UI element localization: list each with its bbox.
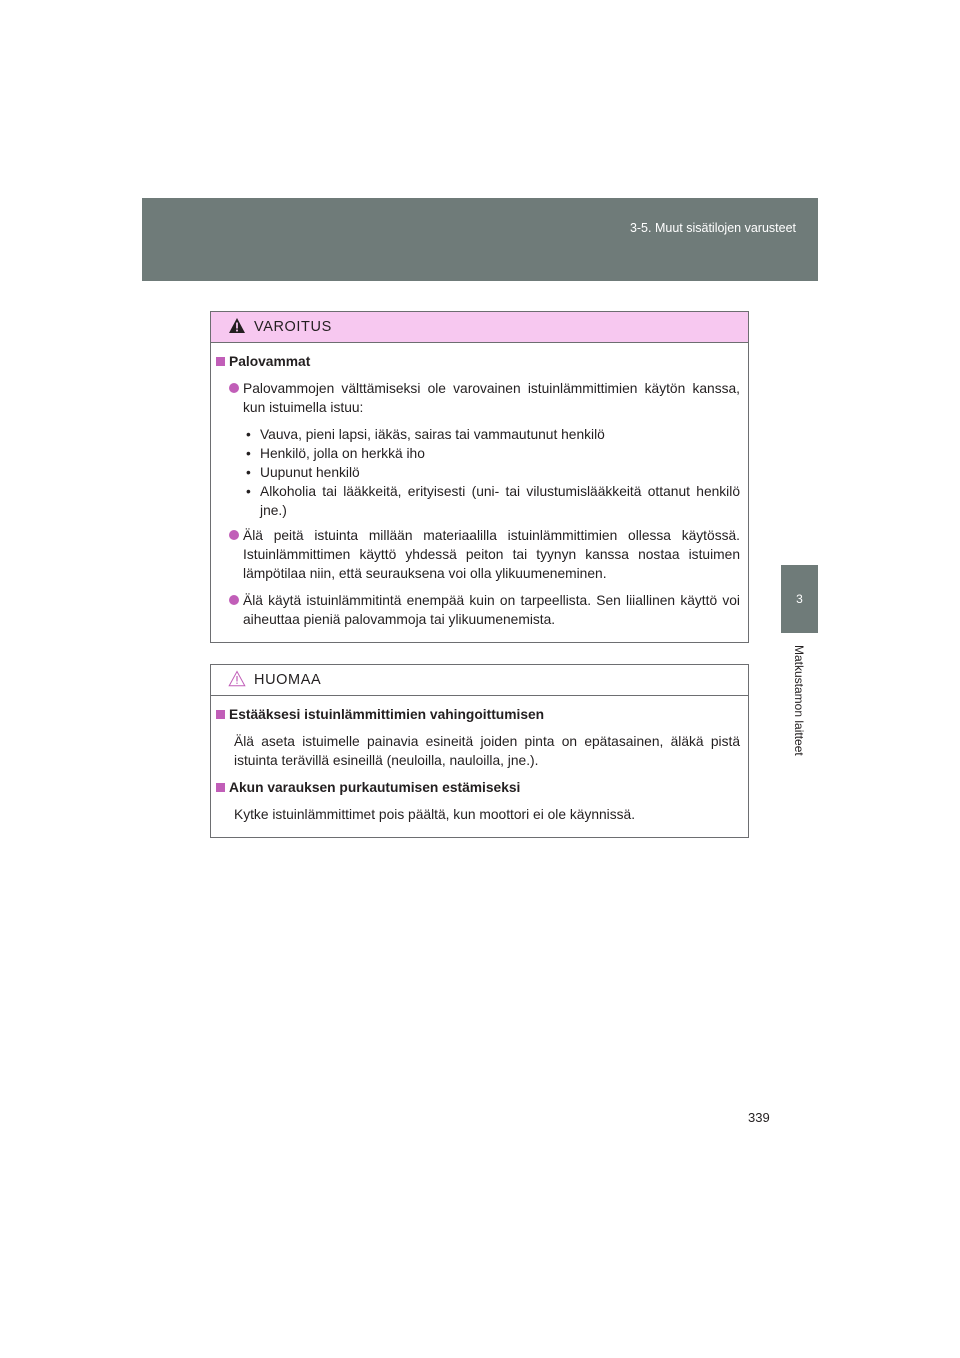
chapter-tab bbox=[781, 565, 818, 633]
notice-paragraph-2: Kytke istuinlämmittimet pois päältä, kun moottori ei ole käynnissä. bbox=[234, 807, 636, 822]
notice-paragraph-1: Älä aseta istuimelle painavia esineitä joiden pinta on epätasainen, äläkä pistä istuinta terävillä esineillä (neuloilla, nauloilla, jne.). bbox=[234, 734, 740, 768]
notice-section-heading-2: Akun varauksen purkautumisen estämiseksi bbox=[216, 778, 740, 797]
warning-paragraph-3: Älä käytä istuinlämmitintä enempää kuin on tarpeellista. Sen liiallinen käyttö voi aiheuttaa pieniä palovammoja tai ylikuumenemista. bbox=[229, 591, 740, 629]
warning-triangle-icon bbox=[228, 317, 246, 334]
circle-bullet-icon bbox=[229, 530, 239, 540]
warning-paragraph-2: Älä peitä istuinta millään materiaalilla istuinlämmittimien ollessa käytössä. Istuinlämmittimen käyttö yhdessä peiton tai tyynyn kanssa nostaa istuimen lämpötilaa niin, että seurauksena voi olla ylikuumeneminen. bbox=[229, 526, 740, 583]
square-bullet-icon bbox=[216, 357, 225, 366]
section-title: 3-5. Muut sisätilojen varusteet bbox=[629, 221, 796, 235]
list-item: • Henkilö, jolla on herkkä iho bbox=[246, 446, 425, 461]
notice-box bbox=[210, 664, 749, 838]
circle-bullet-icon bbox=[229, 383, 239, 393]
page-number: 339 bbox=[748, 1110, 770, 1125]
notice-title: HUOMAA bbox=[254, 672, 322, 688]
chapter-number: 3 bbox=[796, 592, 803, 606]
list-item: • Alkoholia tai lääkkeitä, erityisesti (uni- tai vilustumislääkkeitä ottanut henkilö jne.) bbox=[246, 484, 740, 518]
chapter-label bbox=[779, 645, 819, 785]
page-header bbox=[142, 198, 818, 281]
warning-box bbox=[210, 311, 749, 643]
warning-paragraph-1: Palovammojen välttämiseksi ole varovainen istuinlämmittimien käytön kanssa, kun istuimella istuu: bbox=[229, 379, 740, 417]
warning-header bbox=[211, 312, 748, 343]
list-item: • Vauva, pieni lapsi, iäkäs, sairas tai vammautunut henkilö bbox=[246, 427, 605, 442]
warning-bullet-list bbox=[246, 425, 740, 520]
list-item: • Uupunut henkilö bbox=[246, 465, 360, 480]
notice-section-heading-1: Estääksesi istuinlämmittimien vahingoittumisen bbox=[216, 705, 740, 724]
caution-triangle-icon bbox=[228, 670, 246, 687]
square-bullet-icon bbox=[216, 783, 225, 792]
warning-section-heading: Palovammat bbox=[216, 352, 740, 371]
circle-bullet-icon bbox=[229, 595, 239, 605]
chapter-label-text: Matkustamon laitteet bbox=[792, 645, 806, 756]
warning-title: VAROITUS bbox=[254, 319, 332, 335]
notice-header bbox=[211, 665, 748, 696]
square-bullet-icon bbox=[216, 710, 225, 719]
